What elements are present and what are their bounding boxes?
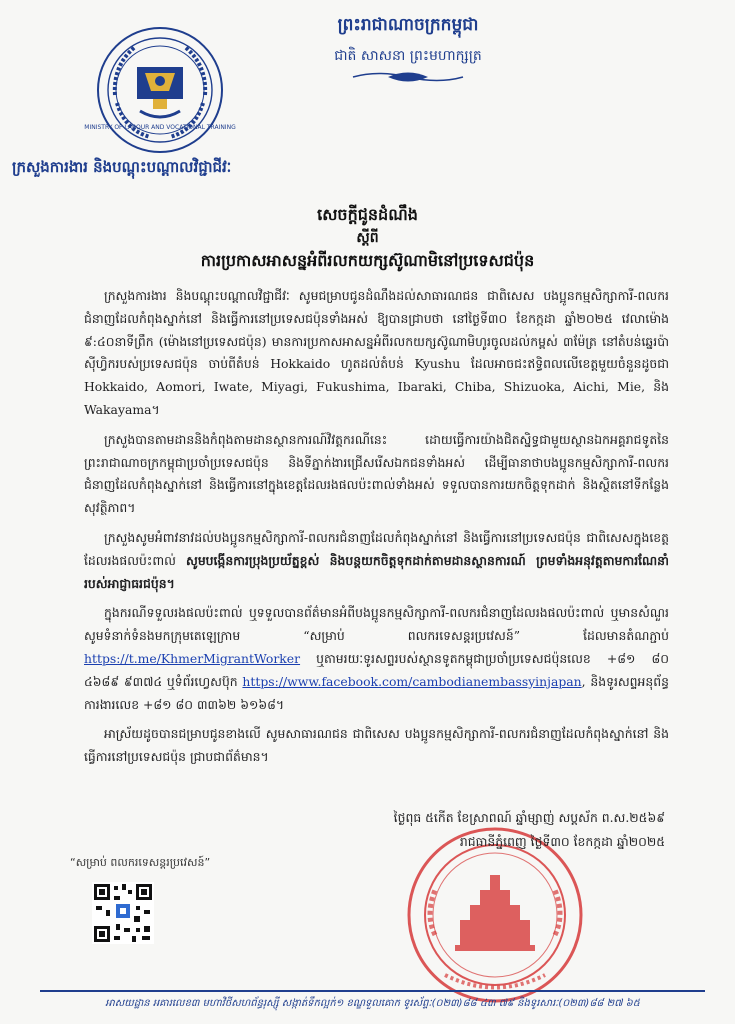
ornament-divider xyxy=(348,70,468,84)
ministry-logo xyxy=(84,25,236,155)
paragraph-3 xyxy=(84,527,669,595)
paragraph-3-emphasis: សូមបង្កើនការប្រុងប្រយ័ត្នខ្ពស់ និងបន្តយកចិត្តទុកដាក់តាមដានស្ថានការណ៍ ព្រមទាំងអនុវត្តតាមការណែនាំរបស់អាជ្ញាធរជប៉ុន។ xyxy=(84,552,669,591)
footer-divider xyxy=(40,990,705,992)
paragraph-4-text-a: ក្នុងករណីទទួលរងផលប៉ះពាល់ ឬទទួលបានព័ត៌មានអំពីបងប្អូនកម្មសិក្សាការី-ពលករជំនាញដែលរងផលប៉ះពាល់ ឬមានសំណួរ សូមទំនាក់ទំនងមកក្រុមតេឡេក្រាម “សម្រាប់ ពលករទេសន្តរប្រវេសន៍” ដែលមានតំណភ្ជាប់ xyxy=(84,605,669,644)
logo-text: MINISTRY OF LABOUR AND VOCATIONAL TRAINING xyxy=(84,124,236,131)
qr-code-icon[interactable] xyxy=(92,882,154,944)
kingdom-heading: ព្រះរាជាណាចក្រកម្ពុជា xyxy=(337,15,479,35)
telegram-link[interactable]: https://t.me/KhmerMigrantWorker xyxy=(84,650,301,666)
facebook-link[interactable]: https://www.facebook.com/cambodianembassyinjapan xyxy=(242,673,582,689)
lunar-date: ថ្ងៃពុធ ៥កើត ខែស្រាពណ៍ ឆ្នាំម្សាញ់ សប្តស័ក ព.ស.២៥៦៩ xyxy=(393,810,665,825)
notice-subject: ការប្រកាសអាសន្នអំពីរលកយក្សស៊ូណាមិនៅប្រទេសជប៉ុន xyxy=(200,251,535,270)
footer-address: អាសយដ្ឋាន អគារលេខ៣ មហាវិថីសហព័ន្ធរុស្ស៊ី សង្កាត់ទឹកល្អក់១ ខណ្ឌទួលគោក ទូរស័ព្ទៈ(០២៣)៨៨ ៤៣ ៧៩ និងទូរសារៈ(០២៣)៨៨ ២៧ ៦៥ xyxy=(105,998,640,1009)
ministry-name: ក្រសួងការងារ និងបណ្តុះបណ្តាលវិជ្ជាជីវៈ xyxy=(12,158,232,176)
paragraph-1: ក្រសួងការងារ និងបណ្តុះបណ្តាលវិជ្ជាជីវៈ សូមជម្រាបជូនដំណឹងដល់សាធារណជន ជាពិសេស បងប្អូនកម្មសិក្សាការី-ពលករជំនាញដែលកំពុងស្នាក់នៅ និងធ្វើការនៅប្រទេសជប៉ុនទាំងអស់ ឱ្យបានជ្រាបថា នៅថ្ងៃទី៣០ ខែកក្កដា ឆ្នាំ២០២៥ វេលាម៉ោង ៩:៤០នាទីព្រឹក (ម៉ោងនៅប្រទេសជប៉ុន) មានការប្រកាសអាសន្នអំពីរលកយក្សស៊ូណាមិហូរចូលដល់កម្ពស់ ៣ម៉ែត្រ នៅតំបន់ឆ្នេរប៉ាស៊ីហ្វិករបស់ប្រទេសជប៉ុន ចាប់ពីតំបន់ Hokkaido ហូតដល់តំបន់ Kyushu ដែលអាចជះឥទ្ធិពលលើខេត្តមួយចំនួនដូចជា Hokkaido, Aomori, Iwate, Miyagi, Fukushima, Ibaraki, Chiba, Shizuoka, Aichi, Mie, និង Wakayama។ xyxy=(84,288,669,417)
notice-subtitle: ស្តីពី xyxy=(356,230,379,246)
paragraph-2: ក្រសួងបានតាមដាននិងកំពុងតាមដានស្ថានការណ៍វិវត្តករណីនេះ ដោយធ្វើការយ៉ាងជិតស្និទ្ធជាមួយស្ថានឯកអគ្គរាជទូតនៃព្រះរាជាណាចក្រកម្ពុជាប្រចាំប្រទេសជប៉ុន និងទីភ្នាក់ងារជ្រើសរើសឯកជនទាំងអស់ ដើម្បីធានាថាបងប្អូនកម្មសិក្សាការី-ពលករជំនាញដែលកំពុងស្នាក់នៅ និងធ្វើការនៅក្នុងខេត្តដែលរងផលប៉ះពាល់ទាំងអស់ ទទួលបានការយកចិត្តទុកដាក់ និងស្ថិតនៅទីកន្លែងសុវត្ថិភាព។ xyxy=(84,431,669,516)
notice-body xyxy=(84,285,669,776)
paragraph-4-text-c: , និងទូរសព្ទអនុព័ន្ធការងារលេខ +៨១ ៨០ ៣៣៦២ ៦១៦៨។ xyxy=(84,673,669,712)
notice-title: សេចក្តីជូនដំណឹង xyxy=(317,205,418,224)
paragraph-5: អាស្រ័យដូចបានជម្រាបជូនខាងលើ សូមសាធារណជន ជាពិសេស បងប្អូនកម្មសិក្សាការី-ពលករជំនាញដែលកំពុងស្នាក់នៅ និងធ្វើការនៅប្រទេសជប៉ុន ជ្រាបជាព័ត៌មាន។ xyxy=(84,726,669,765)
solar-date: រាជធានីភ្នំពេញ ថ្ងៃទី៣០ ខែកក្កដា ឆ្នាំ២០២៥ xyxy=(459,834,665,849)
paragraph-4 xyxy=(84,602,669,716)
national-motto: ជាតិ សាសនា ព្រះមហាក្សត្រ xyxy=(334,48,482,64)
qr-caption: “សម្រាប់ ពលករទេសន្តរប្រវេសន៍” xyxy=(70,856,211,869)
paragraph-4-text-b: ឬតាមរយៈទូរសព្ទរបស់ស្ថានទូតកម្ពុជាប្រចាំប្រទេសជប៉ុនលេខ +៨១ ៨០ ៤៦៨៩ ៩៣៧៤ ឬទំព័រហ្វេសប៊ុក xyxy=(84,650,669,689)
paragraph-3-text: ក្រសួងសូមអំពាវនាវដល់បងប្អូនកម្មសិក្សាការី-ពលករជំនាញដែលកំពុងស្នាក់នៅ និងធ្វើការនៅប្រទេសជប៉ុន ជាពិសេសក្នុងខេត្តដែលរងផលប៉ះពាល់ xyxy=(84,529,669,568)
